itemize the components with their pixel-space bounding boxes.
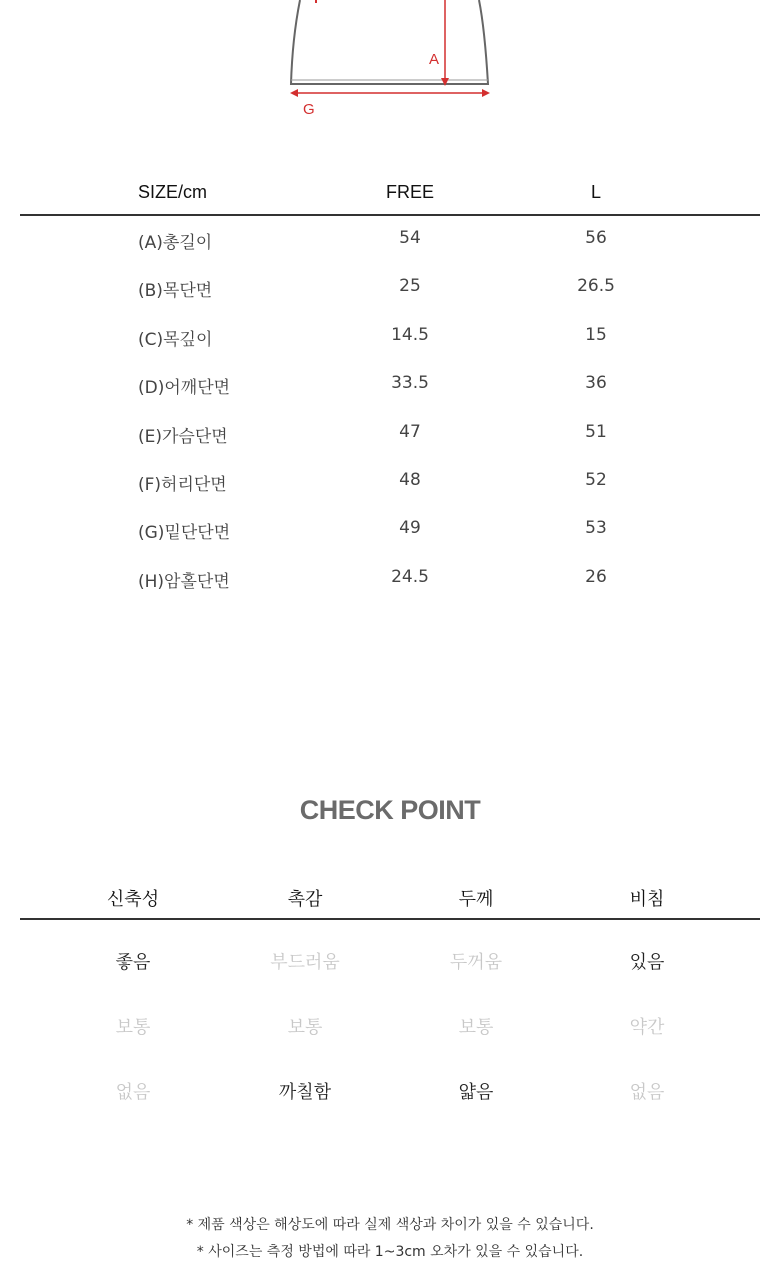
size-table-row <box>20 264 760 312</box>
size-row-label: (E)가슴단면 <box>138 426 228 447</box>
measure-arrow-g-right <box>482 89 490 97</box>
size-table-row <box>20 410 760 458</box>
check-option: 보통 <box>458 1017 494 1038</box>
note-color: * 제품 색상은 해상도에 따라 실제 색상과 차이가 있을 수 있습니다. <box>186 1217 594 1233</box>
size-row-l: 15 <box>585 324 607 345</box>
check-option: 없음 <box>629 1082 665 1103</box>
check-option: 보통 <box>115 1017 151 1038</box>
size-row-free: 14.5 <box>391 324 429 345</box>
garment-diagram <box>0 0 780 125</box>
size-table-row <box>20 458 760 506</box>
size-row-label: (B)목단면 <box>138 281 213 302</box>
measure-arrow-g-left <box>290 89 298 97</box>
size-row-label: (G)밑단단면 <box>138 523 231 544</box>
check-option: 보통 <box>287 1017 323 1038</box>
size-row-l: 56 <box>585 228 607 248</box>
size-row-l: 26 <box>585 566 607 587</box>
size-table-row <box>20 361 760 409</box>
check-header-thickness: 두께 <box>458 889 494 910</box>
check-point-header <box>20 875 760 920</box>
size-row-free: 24.5 <box>391 566 429 587</box>
check-option: 까칠함 <box>278 1082 332 1103</box>
check-option: 있음 <box>629 952 665 973</box>
check-header-sheer: 비침 <box>629 889 665 910</box>
size-row-l: 26.5 <box>577 276 615 297</box>
garment-outline <box>291 0 488 84</box>
size-row-label: (F)허리단면 <box>138 474 227 495</box>
size-row-l: 52 <box>585 469 607 490</box>
size-row-free: 49 <box>399 518 421 539</box>
notes <box>0 1212 780 1266</box>
size-row-l: 36 <box>585 373 607 394</box>
size-row-label: (A)총길이 <box>138 233 213 253</box>
size-row-free: 47 <box>399 421 421 442</box>
size-row-free: 48 <box>399 469 421 490</box>
size-table-row <box>20 555 760 603</box>
size-row-label: (D)어깨단면 <box>138 378 231 399</box>
size-table-header <box>20 170 760 216</box>
check-option: 약간 <box>629 1017 665 1038</box>
size-table-row <box>20 506 760 554</box>
check-header-stretch: 신축성 <box>106 889 160 910</box>
measure-label-a: A <box>429 51 440 68</box>
size-row-label: (H)암홀단면 <box>138 571 230 592</box>
size-table-row <box>20 216 760 264</box>
size-header-free: FREE <box>385 182 435 202</box>
size-table-row <box>20 313 760 361</box>
size-row-free: 25 <box>399 276 421 297</box>
check-point-table <box>20 875 760 1115</box>
size-table-body <box>20 216 760 603</box>
size-row-free: 54 <box>399 228 421 248</box>
measure-label-g: G <box>303 101 315 118</box>
check-point-row <box>20 1050 760 1115</box>
check-option: 좋음 <box>115 952 151 973</box>
check-option: 부드러움 <box>270 952 340 973</box>
size-header-l: L <box>590 182 602 202</box>
size-header-label: SIZE/cm <box>138 182 208 202</box>
size-row-l: 51 <box>585 421 607 442</box>
check-header-touch: 촉감 <box>287 889 323 910</box>
check-point-title: CHECK POINT <box>299 795 481 825</box>
check-option: 얇음 <box>458 1082 494 1103</box>
check-point-row <box>20 985 760 1050</box>
check-point-row <box>20 920 760 985</box>
size-table <box>20 170 760 603</box>
size-row-free: 33.5 <box>391 373 429 394</box>
size-row-label: (C)목깊이 <box>138 329 213 350</box>
check-option: 두꺼움 <box>449 952 503 973</box>
check-point-body <box>20 920 760 1115</box>
check-option: 없음 <box>115 1082 151 1103</box>
size-row-l: 53 <box>585 518 607 539</box>
note-size: * 사이즈는 측정 방법에 따라 1~3cm 오차가 있을 수 있습니다. <box>196 1244 584 1260</box>
